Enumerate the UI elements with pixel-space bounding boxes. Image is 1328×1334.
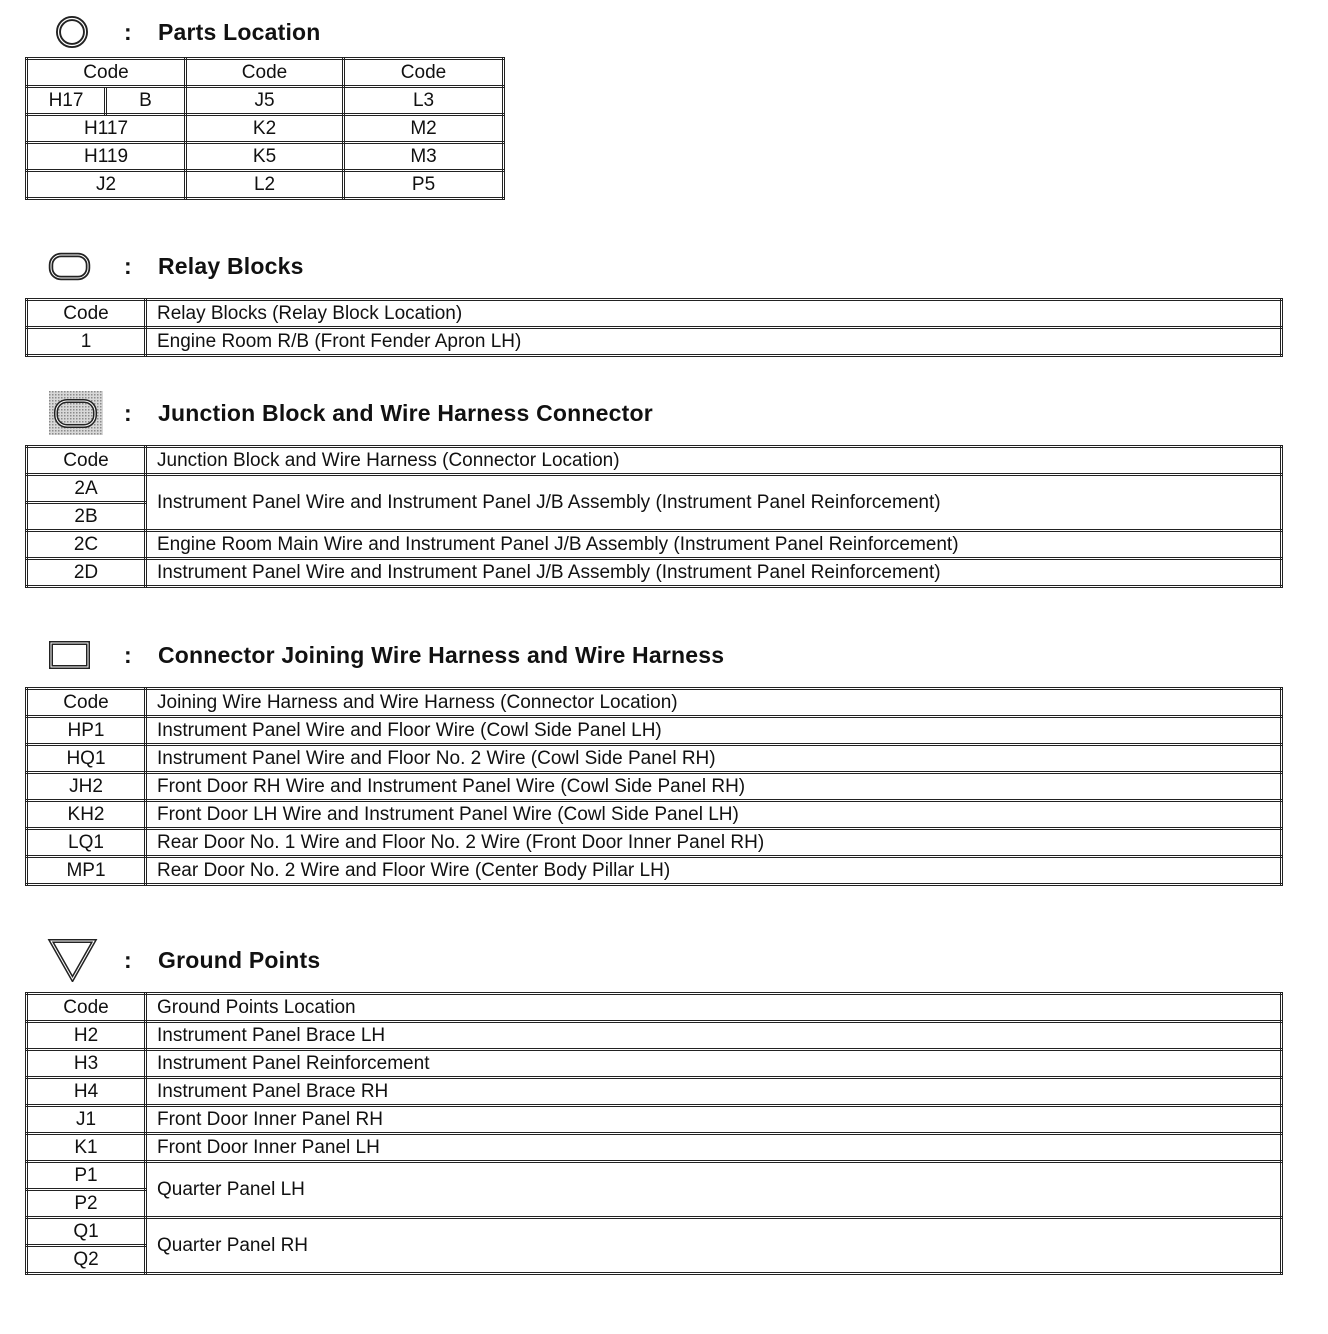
desc-cell: Instrument Panel Wire and Instrument Panel J/B Assembly (Instrument Panel Reinforcement) xyxy=(146,475,1282,531)
code-cell: M2 xyxy=(344,115,504,143)
code-cell: LQ1 xyxy=(27,829,146,857)
section-header-connectors xyxy=(46,633,724,677)
table-header-row xyxy=(27,447,1282,475)
table-header-row xyxy=(27,994,1282,1022)
desc-cell: Instrument Panel Brace LH xyxy=(146,1022,1282,1050)
triangle-down-icon xyxy=(46,938,104,982)
section-title: Parts Location xyxy=(158,18,321,45)
code-cell: JH2 xyxy=(27,773,146,801)
rounded-rectangle-icon xyxy=(46,244,104,288)
code-cell: M3 xyxy=(344,143,504,171)
junction-block-table xyxy=(25,445,1283,588)
code-cell: K1 xyxy=(27,1134,146,1162)
section-colon: : xyxy=(124,946,132,973)
code-cell: 2B xyxy=(27,503,146,531)
code-cell: P5 xyxy=(344,171,504,199)
code-cell: H3 xyxy=(27,1050,146,1078)
code-cell: P2 xyxy=(27,1190,146,1218)
header-desc-cell: Junction Block and Wire Harness (Connector Location) xyxy=(146,447,1282,475)
section-title: Relay Blocks xyxy=(158,252,304,279)
code-cell: L2 xyxy=(186,171,344,199)
code-cell: K2 xyxy=(186,115,344,143)
code-cell: H4 xyxy=(27,1078,146,1106)
parts-location-table xyxy=(25,57,505,200)
table-row xyxy=(27,143,504,171)
desc-cell: Instrument Panel Brace RH xyxy=(146,1078,1282,1106)
section-colon: : xyxy=(124,641,132,668)
desc-cell: Front Door RH Wire and Instrument Panel Wire (Cowl Side Panel RH) xyxy=(146,773,1282,801)
desc-cell: Instrument Panel Wire and Floor Wire (Cowl Side Panel LH) xyxy=(146,717,1282,745)
table-row xyxy=(27,1162,1282,1190)
table-header-row xyxy=(27,300,1282,328)
desc-cell: Instrument Panel Wire and Floor No. 2 Wire (Cowl Side Panel RH) xyxy=(146,745,1282,773)
code-cell: KH2 xyxy=(27,801,146,829)
header-cell: Code xyxy=(344,59,504,87)
circle-icon xyxy=(46,10,104,54)
section-colon: : xyxy=(124,399,132,426)
table-row xyxy=(27,745,1282,773)
header-desc-cell: Joining Wire Harness and Wire Harness (Connector Location) xyxy=(146,689,1282,717)
section-header-ground-points xyxy=(46,938,320,982)
table-row xyxy=(27,1134,1282,1162)
table-row xyxy=(27,1022,1282,1050)
code-cell: J2 xyxy=(27,171,186,199)
code-cell: J5 xyxy=(186,87,344,115)
desc-cell: Quarter Panel LH xyxy=(146,1162,1282,1218)
code-cell: L3 xyxy=(344,87,504,115)
desc-cell: Rear Door No. 1 Wire and Floor No. 2 Wire (Front Door Inner Panel RH) xyxy=(146,829,1282,857)
table-row xyxy=(27,829,1282,857)
header-code-cell: Code xyxy=(27,447,146,475)
code-cell: MP1 xyxy=(27,857,146,885)
table-row xyxy=(27,475,1282,503)
header-cell: Code xyxy=(27,59,186,87)
desc-cell: Instrument Panel Reinforcement xyxy=(146,1050,1282,1078)
table-row xyxy=(27,801,1282,829)
table-header-row xyxy=(27,59,504,87)
code-cell: HP1 xyxy=(27,717,146,745)
code-cell: H119 xyxy=(27,143,186,171)
table-row xyxy=(27,531,1282,559)
desc-cell: Rear Door No. 2 Wire and Floor Wire (Center Body Pillar LH) xyxy=(146,857,1282,885)
desc-cell: Engine Room Main Wire and Instrument Panel J/B Assembly (Instrument Panel Reinforcement) xyxy=(146,531,1282,559)
code-cell: H117 xyxy=(27,115,186,143)
table-row xyxy=(27,857,1282,885)
table-row xyxy=(27,115,504,143)
code-cell: 2A xyxy=(27,475,146,503)
header-code-cell: Code xyxy=(27,994,146,1022)
table-row xyxy=(27,717,1282,745)
header-code-cell: Code xyxy=(27,689,146,717)
section-colon: : xyxy=(124,18,132,45)
code-cell: 2D xyxy=(27,559,146,587)
connectors-table xyxy=(25,687,1283,886)
table-row xyxy=(27,559,1282,587)
table-row xyxy=(27,1078,1282,1106)
code-cell: B xyxy=(106,87,186,115)
table-row xyxy=(27,1106,1282,1134)
section-header-junction-block xyxy=(46,391,653,435)
table-row xyxy=(27,171,504,199)
code-cell: HQ1 xyxy=(27,745,146,773)
section-title: Connector Joining Wire Harness and Wire Harness xyxy=(158,641,725,668)
section-title: Ground Points xyxy=(158,946,321,973)
code-cell: J1 xyxy=(27,1106,146,1134)
shaded-rounded-rectangle-icon xyxy=(46,391,104,435)
table-row xyxy=(27,773,1282,801)
desc-cell: Engine Room R/B (Front Fender Apron LH) xyxy=(146,328,1282,356)
desc-cell: Quarter Panel RH xyxy=(146,1218,1282,1274)
code-cell: 2C xyxy=(27,531,146,559)
code-cell: Q1 xyxy=(27,1218,146,1246)
code-cell: P1 xyxy=(27,1162,146,1190)
code-cell: 1 xyxy=(27,328,146,356)
table-header-row xyxy=(27,689,1282,717)
header-desc-cell: Relay Blocks (Relay Block Location) xyxy=(146,300,1282,328)
section-header-parts-location xyxy=(46,10,321,54)
code-cell: Q2 xyxy=(27,1246,146,1274)
header-desc-cell: Ground Points Location xyxy=(146,994,1282,1022)
desc-cell: Instrument Panel Wire and Instrument Panel J/B Assembly (Instrument Panel Reinforcement) xyxy=(146,559,1282,587)
section-title: Junction Block and Wire Harness Connector xyxy=(158,399,653,426)
desc-cell: Front Door LH Wire and Instrument Panel Wire (Cowl Side Panel LH) xyxy=(146,801,1282,829)
section-colon: : xyxy=(124,252,132,279)
desc-cell: Front Door Inner Panel RH xyxy=(146,1106,1282,1134)
header-cell: Code xyxy=(186,59,344,87)
code-cell: H17 xyxy=(27,87,106,115)
rectangle-icon xyxy=(46,633,104,677)
code-cell: K5 xyxy=(186,143,344,171)
code-cell: H2 xyxy=(27,1022,146,1050)
ground-points-table xyxy=(25,992,1283,1275)
section-header-relay-blocks xyxy=(46,244,304,288)
table-row xyxy=(27,1050,1282,1078)
table-row xyxy=(27,1218,1282,1246)
header-code-cell: Code xyxy=(27,300,146,328)
relay-blocks-table xyxy=(25,298,1283,357)
table-row xyxy=(27,87,504,115)
table-row xyxy=(27,328,1282,356)
desc-cell: Front Door Inner Panel LH xyxy=(146,1134,1282,1162)
